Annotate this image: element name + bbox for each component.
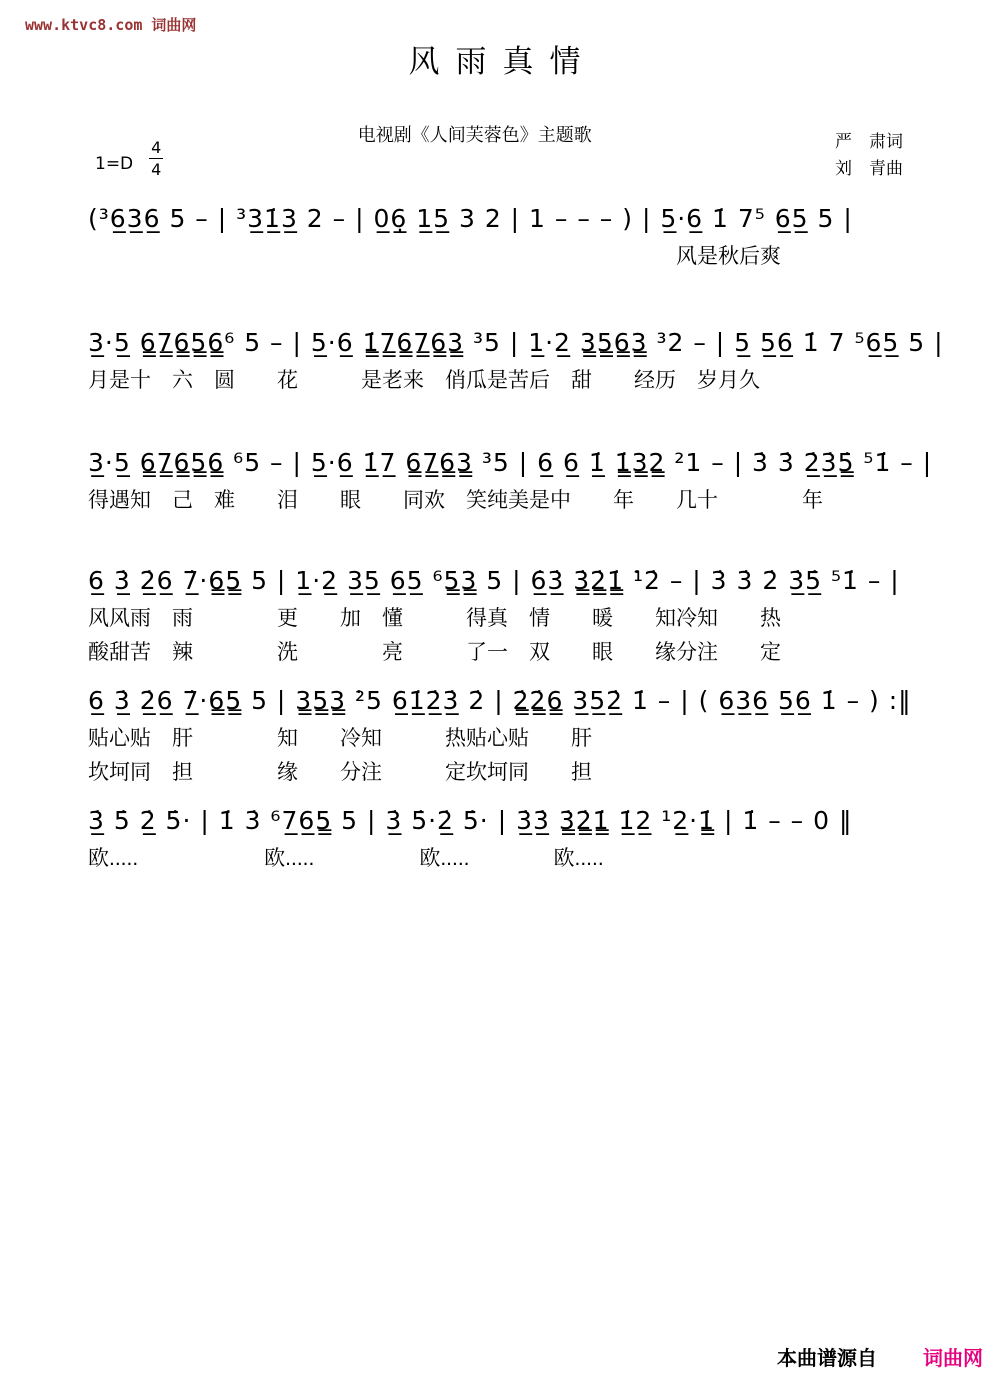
key-signature: 1=D <box>95 153 134 174</box>
watermark-top: www.ktvc8.com 词曲网 <box>25 16 197 34</box>
song-title: 风雨真情 <box>408 44 597 79</box>
lyrics-line: 得遇知 己 难 泪 眼 同欢 笑纯美是中 年 几十 年 <box>88 489 823 512</box>
system-2 <box>88 322 948 398</box>
footer <box>755 1319 983 1394</box>
system-6 <box>88 800 948 876</box>
system-3 <box>88 442 948 518</box>
system-1 <box>88 198 948 274</box>
lyricist-credit: 严 肃词 <box>835 132 903 151</box>
composer-credit: 刘 青曲 <box>835 159 903 178</box>
footer-source-text: 本曲谱源自 <box>777 1348 877 1370</box>
lyrics-line: 欧..... 欧..... 欧..... 欧..... <box>88 847 604 870</box>
footer-site-name: 词曲网 <box>923 1348 983 1370</box>
lyrics-line: 贴心贴 肝 知 冷知 热贴心贴 肝 <box>88 727 592 750</box>
system-5 <box>88 680 948 790</box>
notation-line: 6̲ 3̲̇ 2̲̇6̲ 7̲̇·6̳5̳ 5 | 1̲·2̲ 3̲5̲ 6̲5̲ ⁶5̳3̳ 5 | 6̲̇3̲̇ 3̳̇2̳̇1̳̇ ¹̇2̇ – | 3̇ 3̇ 2̇ 3̲̇5̲̇ ⁵1̇ – | <box>88 566 900 595</box>
system-4 <box>88 560 948 670</box>
notation-line: 3̲̇ 5̇ 2̲̇ 5̇· | 1̇ 3̇ ⁶7̲6̲5̳ 5 | 3̲̇ 5̇·2̲̇ 5̇· | 3̲̇3̲̇ 3̳̇2̳̇1̳̇ 1̲̇2̲ ¹2̲·1̳̇ | 1̇ – – 0 ‖ <box>88 806 853 835</box>
time-numerator: 4 <box>151 138 162 157</box>
lyrics-line: 风是秋后爽 <box>88 245 781 268</box>
notation-line: 3̲·5̲ 6̳7̳6̳5̳6̳⁶ 5 – | 5̲·6̲ 1̳̇7̳6̳7̳6̳3̳ ³5 | 1̲·2̲ 3̳5̳6̳3̳ ³2 – | 5̲ 5̲6̲ 1̇ 7 ⁵6̲5̲ 5 | <box>88 328 944 357</box>
notation-line: 3̲·5̲ 6̳7̳6̳5̳6̳ ⁶5 – | 5̲·6̲ 1̲̇7̲ 6̳7̳6̳3̳ ³5 | 6̲ 6̲ 1̲̇ 1̳̇3̳2̳ ²1 – | 3̇ 3̇ 2̲̇3̲̇5̳̇ ⁵1̇ – | <box>88 448 933 477</box>
time-denominator: 4 <box>151 160 162 179</box>
notation-line: 6̲ 3̲̇ 2̲̇6̲ 7̲̇·6̳5̳ 5 | 3̳5̳3̳ ²̇5 6̲1̲̇2̲̇3̲̇ 2̇ | 2̳̇2̳̇6̳ 3̲5̲2̲̇ 1̇ – | ( 6̲3̲6̲ 5̲6̲ 1̇ – ) :‖ <box>88 686 912 715</box>
lyrics-line: 风风雨 雨 更 加 懂 得真 情 暖 知冷知 热 <box>88 607 781 630</box>
notation-line: (³6̲3̲6̲ 5 – | ³3̲1̲̇3̲ 2 – | 0̲6̣̲ 1̲5̲ 3 2 | 1 – – – ) | 5̲·6̲ 1̇ 7⁵ 6̲5̲ 5 | <box>88 204 853 233</box>
lyrics-line: 月是十 六 圆 花 是老来 俏瓜是苦后 甜 经历 岁月久 <box>88 369 760 392</box>
lyrics-line: 坎坷同 担 缘 分注 定坎坷同 担 <box>88 761 592 784</box>
song-subtitle: 电视剧《人间芙蓉色》主题歌 <box>357 125 592 145</box>
lyrics-line: 酸甜苦 辣 洗 亮 了一 双 眼 缘分注 定 <box>88 641 781 664</box>
